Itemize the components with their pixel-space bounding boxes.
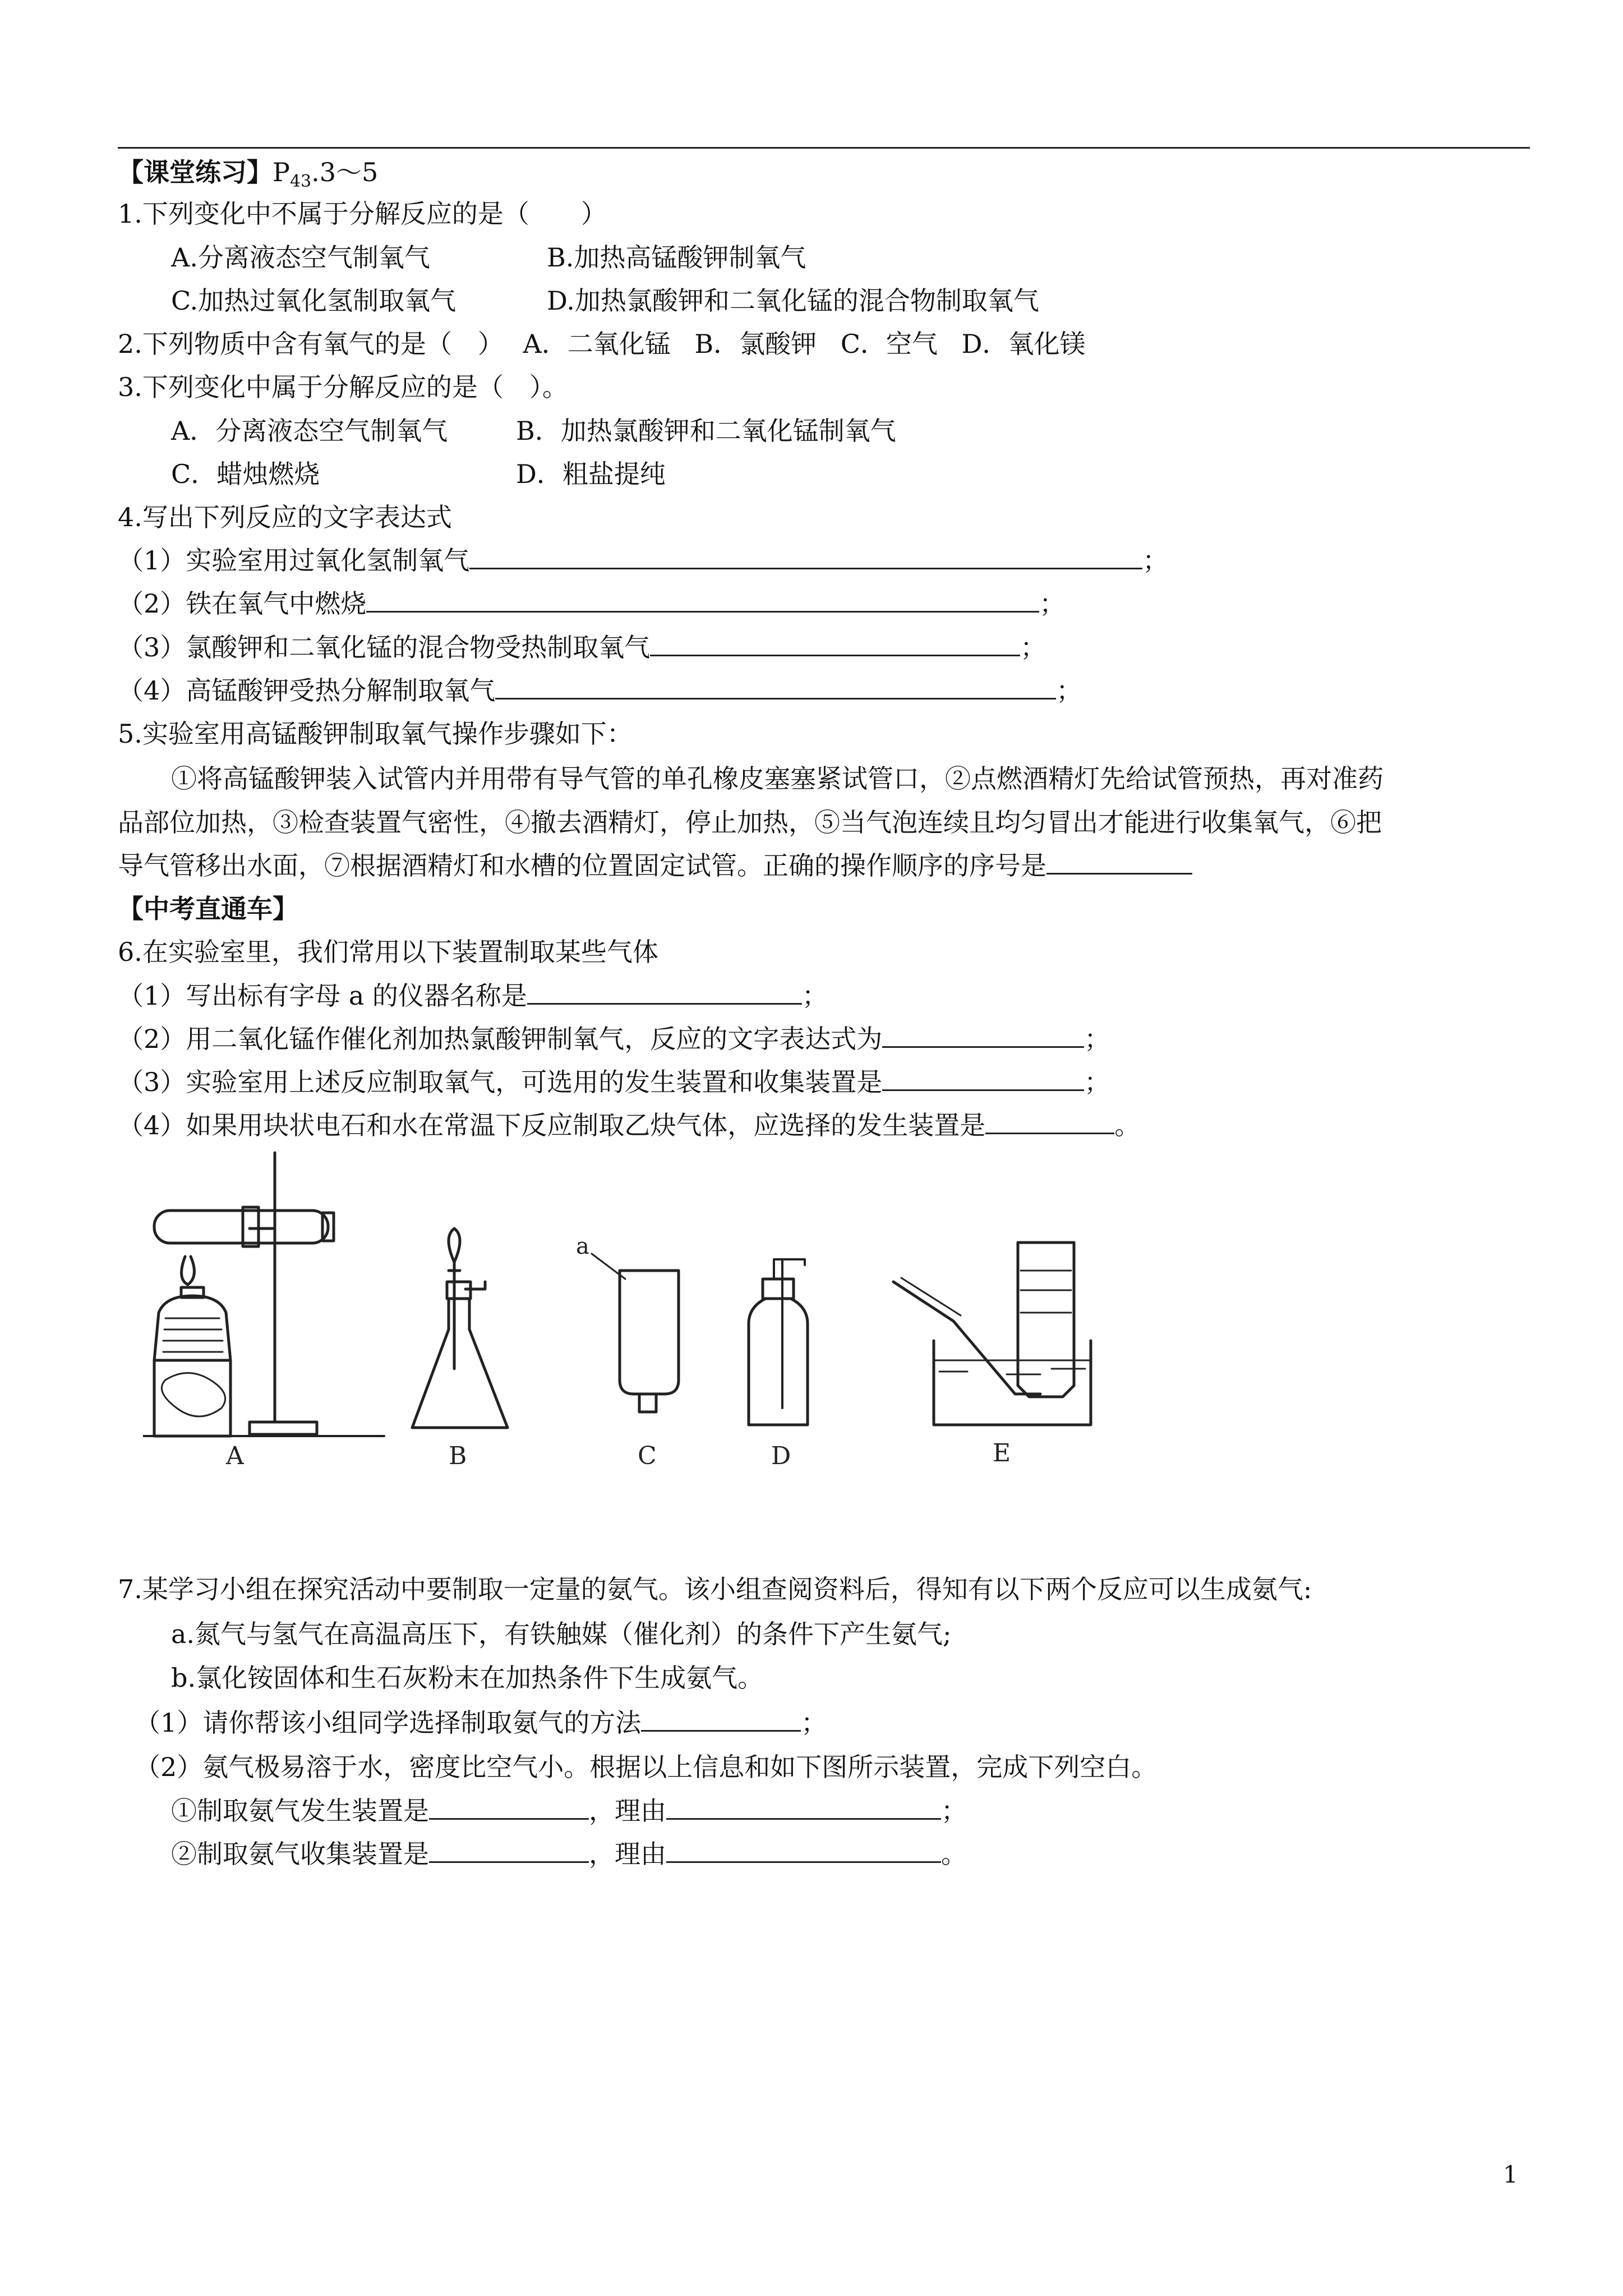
practice-ref-sub: 43 [289,172,312,192]
q2-option-b: B．氯酸钾 [694,329,817,359]
q4-answer-blank-2[interactable] [366,592,1039,613]
q7-sub-1-reason: ，理由 [589,1796,666,1826]
q5-line-3 [118,850,1192,881]
apparatus-e [893,1243,1091,1425]
q4-item-3-text: （3）氯酸钾和二氧化锰的混合物受热制取氧气 [118,632,651,662]
q4-answer-blank-1[interactable] [469,549,1142,569]
q4-item-2 [118,588,1066,619]
q4-item-3 [118,634,1046,660]
q1-option-d: D.加热氯酸钾和二氧化锰的混合物制取氧气 [547,286,1039,316]
q6-answer-blank-4[interactable] [985,1114,1114,1134]
apparatus-label-c: C [638,1442,657,1470]
q7-sub-1-end: ； [941,1796,967,1826]
q2-line [118,331,1086,357]
q4-item-1-text: （1）实验室用过氧化氢制氧气 [118,545,470,576]
q7-stem: 7.某学习小组在探究活动中要制取一定量的氨气。该小组查阅资料后，得知有以下两个反应可以生成氨气: [118,1574,1312,1604]
q3-option-b: B．加热氯酸钾和二氧化锰制氧气 [516,416,896,446]
q1-option-a: A.分离液态空气制氧气 [171,242,430,273]
q7-reaction-b: b.氯化铵固体和生石灰粉末在加热条件下生成氨气。 [171,1663,764,1693]
q4-item-2-text: （2）铁在氧气中燃烧 [118,588,367,619]
q6-item-4-end: 。 [1114,1110,1141,1140]
q6-answer-blank-3[interactable] [882,1070,1084,1091]
q6-item-2-end: ； [1084,1024,1110,1054]
q4-item-4-end: ； [1056,675,1082,706]
practice-title: 【课堂练习】 [118,157,273,187]
q1-option-c: C.加热过氧化氢制取氧气 [171,286,457,316]
apparatus-b [412,1228,508,1428]
header-rule [118,147,1530,149]
q6-stem: 6.在实验室里，我们常用以下装置制取某些气体 [118,937,658,967]
q4-item-4-text: （4）高锰酸钾受热分解制取氧气 [118,675,496,706]
q6-item-3-text: （3）实验室用上述反应制取氧气，可选用的发生装置和收集装置是 [118,1067,883,1097]
q7-sub-1-text: ①制取氨气发生装置是 [171,1796,429,1826]
q7-generator-blank[interactable] [429,1799,589,1820]
apparatus-c [592,1254,679,1412]
q1-stem: 1.下列变化中不属于分解反应的是（ ） [118,199,607,229]
q3-stem: 3.下列变化中属于分解反应的是（ ）。 [118,372,568,402]
q7-sub-2 [171,1841,967,1867]
q2-option-d: D．氧化镁 [961,329,1086,359]
q4-item-2-end: ； [1039,588,1066,619]
q2-stem: 2.下列物质中含有氧气的是（ ） [118,329,504,359]
q7-item-1-text: （1）请你帮该小组同学选择制取氨气的方法 [135,1708,642,1738]
apparatus-label-d: D [771,1442,791,1470]
q7-sub-2-end: 。 [941,1839,967,1869]
q6-item-1-text: （1）写出标有字母 a 的仪器名称是 [118,981,527,1011]
q7-item-1-end: ； [801,1708,827,1738]
q1-option-b: B.加热高锰酸钾制氧气 [547,242,806,273]
q7-answer-blank-1[interactable] [641,1711,801,1732]
q6-item-4 [118,1112,1140,1138]
apparatus-figure [143,1144,1136,1470]
q6-item-4-text: （4）如果用块状电石和水在常温下反应制取乙炔气体，应选择的发生装置是 [118,1110,986,1140]
q5-line-3-text: 导气管移出水面，⑦根据酒精灯和水槽的位置固定试管。正确的操作顺序的序号是 [118,850,1046,881]
practice-ref-p: P [273,157,290,187]
q4-stem: 4.写出下列反应的文字表达式 [118,502,452,532]
q4-item-1-end: ； [1142,545,1169,576]
apparatus-d [749,1259,808,1425]
q7-collector-blank[interactable] [429,1842,589,1863]
practice-heading [118,159,378,190]
q4-item-3-end: ； [1020,632,1046,662]
page-number: 1 [1503,2161,1518,2188]
q7-sub-1 [171,1798,967,1824]
q7-collector-reason-blank[interactable] [666,1842,941,1863]
apparatus-label-letter-a: a [576,1234,589,1259]
apparatus-label-b: B [449,1442,467,1470]
q4-item-4 [118,675,1082,706]
q7-sub-2-reason: ，理由 [589,1839,666,1869]
q3-option-a: A．分离液态空气制氧气 [171,416,448,446]
q4-answer-blank-3[interactable] [650,636,1020,656]
apparatus-a [143,1153,384,1436]
q7-item-1 [135,1710,827,1736]
q5-line-1: ①将高锰酸钾装入试管内并用带有导气管的单孔橡皮塞塞紧试管口，②点燃酒精灯先给试管预热，再对准药 [171,763,1384,794]
q7-item-2: （2）氨气极易溶于水，密度比空气小。根据以上信息和如下图所示装置，完成下列空白。 [135,1752,1158,1782]
apparatus-label-a: A [226,1442,244,1470]
q7-generator-reason-blank[interactable] [666,1799,941,1820]
q6-item-2-text: （2）用二氧化锰作催化剂加热氯酸钾制氧气，反应的文字表达式为 [118,1024,883,1054]
q6-item-3-end: ； [1084,1067,1110,1097]
q6-item-2 [118,1026,1110,1052]
q5-answer-blank[interactable] [1046,854,1192,875]
q5-line-2: 品部位加热，③检查装置气密性，④撤去酒精灯，停止加热，⑤当气泡连续且均匀冒出才能进行收集氧气，⑥把 [118,807,1382,838]
apparatus-label-e: E [993,1439,1011,1467]
q7-sub-2-text: ②制取氨气收集装置是 [171,1839,429,1869]
q6-answer-blank-1[interactable] [527,984,802,1005]
q6-item-1 [118,983,828,1009]
q2-option-a: A．二氧化锰 [523,329,671,359]
q3-option-c: C．蜡烛燃烧 [171,459,320,489]
exam-heading: 【中考直通车】 [118,894,298,924]
q2-option-c: C．空气 [840,329,938,359]
q7-reaction-a: a.氮气与氢气在高温高压下，有铁触媒（催化剂）的条件下产生氨气; [171,1619,952,1649]
q4-answer-blank-4[interactable] [495,679,1056,700]
q3-option-d: D．粗盐提纯 [516,459,666,489]
q5-stem: 5.实验室用高锰酸钾制取氧气操作步骤如下： [118,719,633,749]
q6-item-3 [118,1069,1110,1095]
practice-ref-rest: .3～5 [311,157,379,187]
q4-item-1 [118,545,1169,576]
q6-item-1-end: ； [801,981,828,1011]
q6-answer-blank-2[interactable] [882,1027,1084,1048]
